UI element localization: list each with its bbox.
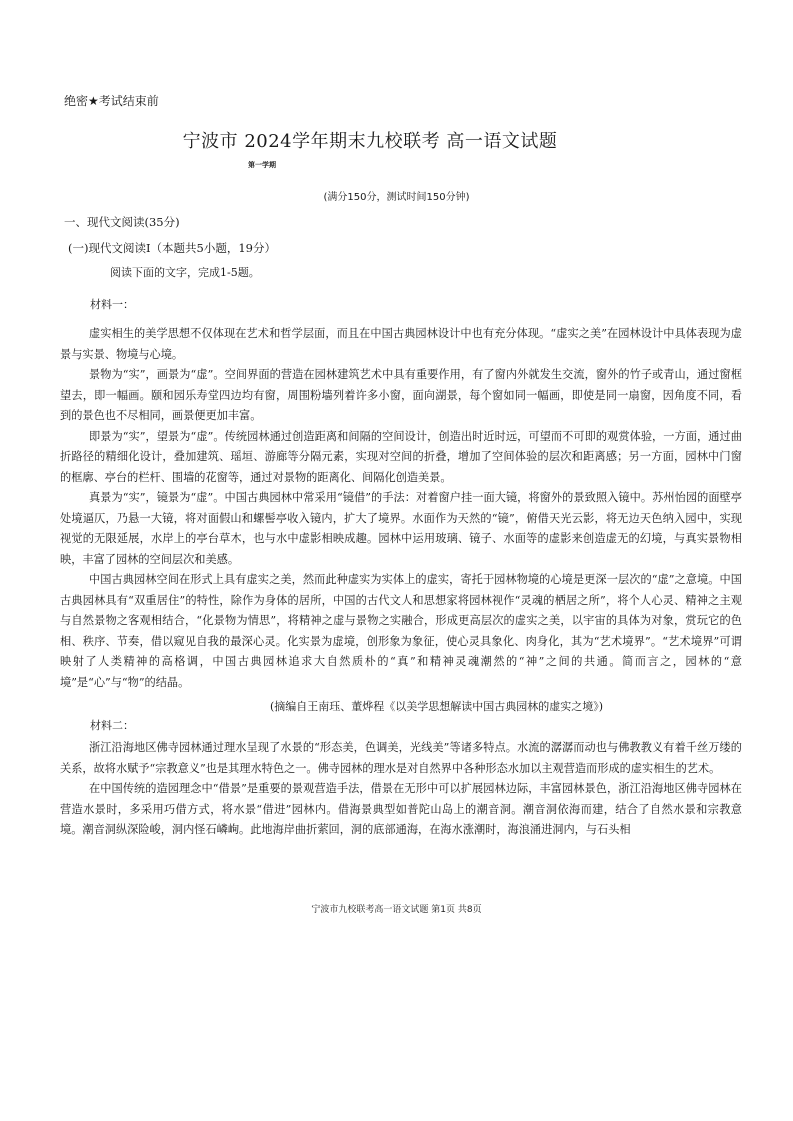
instruction-text: 阅读下面的文字，完成1-5题。: [110, 266, 260, 279]
section-subheading: (一)现代文阅读Ⅰ（本题共5小题，19分）: [68, 241, 276, 255]
material1-paragraph: 中国古典园林空间在形式上具有虚实之美，然而此种虚实为实体上的虚实，寄托于园林物境的心境是更深一层次的“虚”之意境。中国古典园林具有“双重居住”的特性，除作为身体的居所，中国的古代文人和思想家将园林视作“灵魂的栖居之所”，将个人心灵、精神之主观与自然景物之客观相结合，“化景物为情思”，将精神之虚与景物之实融合，形成更高层次的虚实之美，以宇宙的具体为对象，赏玩它的色相、秩序、节奏，借以窥见自我的最深心灵。化实景为虚境，创形象为象征，使心灵具象化、肉身化，其为“艺术境界”。“艺术境界”可谓映射了人类精神的高格调，中国古典园林追求大自然质朴的“真”和精神灵魂潮然的“神”之间的共通。简而言之，园林的“意境”是“心”与“物”的结晶。: [60, 573, 742, 689]
semester-label: 第一学期: [248, 161, 276, 169]
material2-body: [60, 738, 742, 841]
material2-paragraph: 在中国传统的造园理念中“借景”是重要的景观营造手法，借景在无形中可以扩展园林边际，丰富园林景色，浙江沿海地区佛寺园林在营造水景时，多采用巧借方式，将水景“借进”园林内。借海景典型如普陀山岛上的潮音洞。潮音洞依海而建，结合了自然水景和宗教意境。潮音洞纵深险峻，洞内怪石嶙峋。此地海岸曲折萦回，洞的底部通海，在海水涨潮时，海浪涌进洞内，与石头相: [60, 782, 742, 836]
material1-label: 材料一：: [90, 298, 134, 311]
material1-paragraph: 虚实相生的美学思想不仅体现在艺术和哲学层面，而且在中国古典园林设计中也有充分体现。“虚实之美”在园林设计中具体表现为虚景与实景、物境与心境。: [60, 327, 742, 361]
material2-paragraph: 浙江沿海地区佛寺园林通过理水呈现了水景的“形态美，色调美，光线美”等诸多特点。水流的潺潺而动也与佛教教义有着千丝万缕的关系，故将水赋予“宗教意义”也是其理水特色之一。佛寺园林的理水是对自然界中各种形态水加以主观营造而形成的虚实相生的艺术。: [60, 741, 742, 775]
page-footer: 宁波市九校联考高一语文试题 第1页 共8页: [311, 905, 482, 915]
material1-paragraph: 即景为“实”，望景为“虚”。传统园林通过创造距离和间隔的空间设计，创造出时近时远，可望而不可即的观赏体验，一方面，通过曲折路径的精细化设计，叠加建筑、瑶垣、游廊等分隔元素，实现对空间的折叠，增加了空间体验的层次和距离感；另一方面，园林中门窗的框廓、亭台的栏杆、围墙的花窗等，通过对景物的距离化、间隔化创造美景。: [60, 429, 742, 484]
material2-label: 材料二：: [90, 719, 134, 732]
confidential-label: 绝密★考试结束前: [64, 94, 159, 108]
exam-title: 宁波市 2024学年期末九校联考 高一语文试题: [182, 131, 558, 152]
material1-paragraph: 真景为“实”，镜景为“虚”。中国古典园林中常采用“镜借”的手法：对着窗户挂一面大镜，将窗外的景致照入镜中。苏州怡园的面壁亭处境逼仄，乃悬一大镜，将对面假山和螺髻亭收入镜内，扩大了境界。水面作为天然的“镜”，俯借天光云影，将无边天色纳入园中，实现视觉的无限延展，水岸上的亭台草木，也与水中虚影相映成趣。园林中运用玻璃、镜子、水面等的虚影来创造虚无的幻境，与真实景物相映，丰富了园林的空间层次和美感。: [60, 491, 742, 566]
material1-body: [60, 324, 742, 693]
section-heading: 一、现代文阅读(35分): [64, 215, 180, 229]
material1-paragraph: 景物为“实”，画景为“虚”。空间界面的营造在园林建筑艺术中具有重要作用，有了窗内外就发生交流，窗外的竹子或青山，通过窗框望去，即一幅画。颐和园乐寿堂四边均有窗，周围粉墙列着许多小窗，面向湖景，每个窗如同一幅画，即使是同一扇窗，因角度不同，看到的景色也不尽相同，画景便更加丰富。: [60, 368, 742, 422]
material1-source: (摘编自王南珏、董烨程《以美学思想解读中国古典园林的虚实之境》): [269, 700, 604, 713]
exam-info: (满分150分，测试时间150分钟): [323, 192, 470, 203]
